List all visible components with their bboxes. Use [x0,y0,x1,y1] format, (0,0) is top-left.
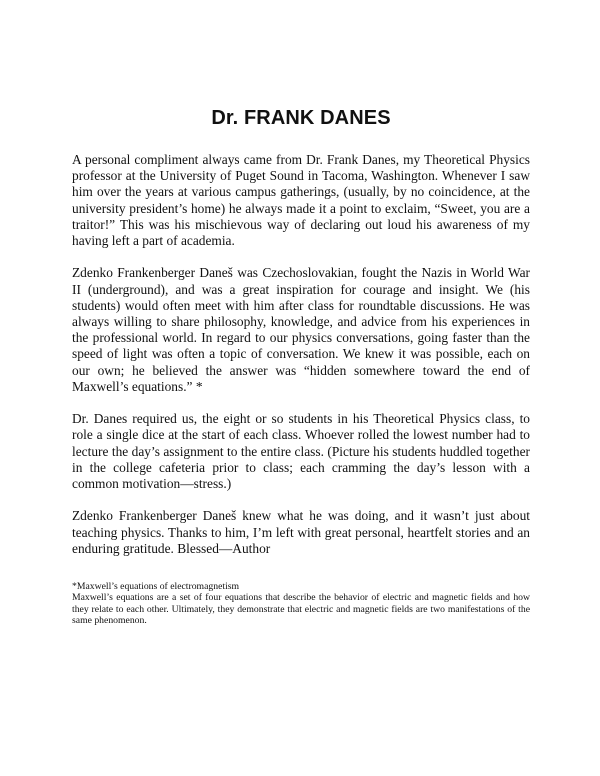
footnote-text: Maxwell’s equations are a set of four equations that describe the behavior of electric and magnetic fields and how they relate to each other. Ultimately, they demonstrate that electric and magnetic fields are two manifestations of the same phenomenon. [72,592,530,627]
footnote [72,581,530,627]
paragraph-dice-lecture: Dr. Danes required us, the eight or so students in his Theoretical Physics class, to role a single dice at the start of each class. Whoever rolled the lowest number had to lecture the day’s assignment to the entire class. (Picture his students huddled together in the college cafeteria prior to class; each cramming the day’s lesson with a common motivation—stress.) [72,411,530,492]
paragraph-biography: Zdenko Frankenberger Daneš was Czechoslovakian, fought the Nazis in World War II (underground), and was a great inspiration for courage and insight. We (his students) would often meet with him after class for roundtable discussions. He was always willing to share philosophy, knowledge, and advice from his experiences in the professional world. In regard to our physics conversations, going faster than the speed of light was often a topic of conversation. We knew it was possible, each on our own; he believed the answer was “hidden somewhere toward the end of Maxwell’s equations.” * [72,265,530,394]
footnote-heading: *Maxwell’s equations of electromagnetism [72,581,240,593]
article-body [72,152,530,557]
paragraph-closing: Zdenko Frankenberger Daneš knew what he was doing, and it wasn’t just about teaching physics. Thanks to him, I’m left with great personal, heartfelt stories and an enduring gratitude. Blessed—Author [72,508,530,556]
document-page [72,0,530,627]
paragraph-compliment: A personal compliment always came from Dr. Frank Danes, my Theoretical Physics professor at the University of Puget Sound in Tacoma, Washington. Whenever I saw him over the years at various campus gatherings, (usually, by no coincidence, at the university president’s home) he always made it a point to exclaim, “Sweet, you are a traitor!” This was his mischievous way of declaring out loud his awareness of my having left a part of academia. [72,152,530,249]
page-title: Dr. FRANK DANES [211,107,391,129]
